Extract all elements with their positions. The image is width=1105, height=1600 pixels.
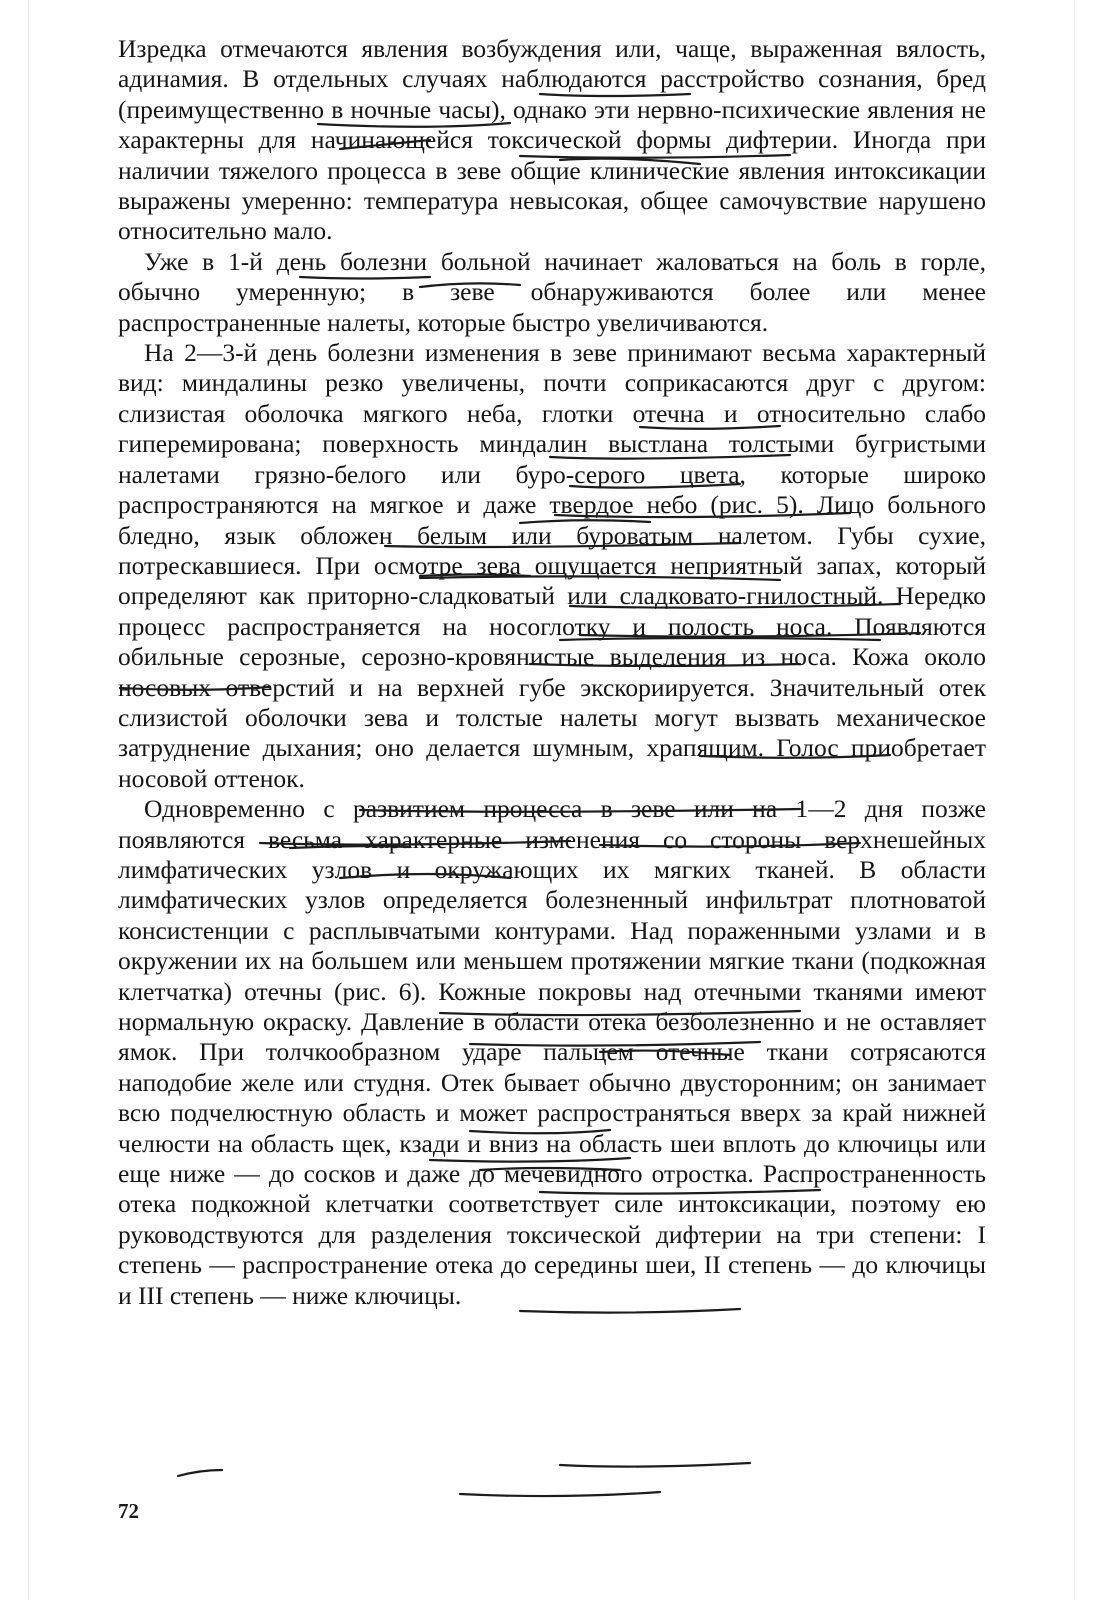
underline-mark <box>560 1463 750 1467</box>
page-number: 72 <box>118 1499 139 1523</box>
paragraph-1: Изредка отмечаются явления возбуждения или, чаще, выраженная вялость, адинамия. В отдельных случаях наблюдаются расстройство сознания, бред (преимущественно в ночные часы), однако эти нервно-психические явления не характерны для начинающейся токсической формы дифтерии. Иногда при наличии тяжелого процесса в зеве общие клинические явления интоксикации выражены умеренно: температура невысокая, общее самочувствие нарушено относительно мало. <box>118 34 986 246</box>
page-edge-right <box>1074 0 1075 1600</box>
paragraph-4: Одновременно с развитием процесса в зеве или на 1—2 дня позже появляются весьма характерные изменения со стороны верхнешейных лимфатических узлов и окружающих их мягких тканей. В области лимфатических узлов определяется болезненный инфильтрат плотноватой консистенции с расплывчатыми контурами. Над пораженными узлами и в окружении их на большем или меньшем протяжении мягкие ткани (подкожная клетчатка) отечны (рис. 6). Кожные покровы над отечными тканями имеют нормальную окраску. Давление в области отека безболезненно и не оставляет ямок. При толчкообразном ударе пальцем отечные ткани сотрясаются наподобие желе или студня. Отек бывает обычно двусторонним; он занимает всю подчелюстную область и может распространяться вверх за край нижней челюсти на область щек, кзади и вниз на область шеи вплоть до ключицы или еще ниже — до сосков и даже до мечевидного отростка. Распространенность отека подкожной клетчатки соответствует силе интоксикации, поэтому ею руководствуются для разделения токсической дифтерии на три степени: I степень — распространение отека до середины шеи, II степень — до ключицы и III степень — ниже ключицы. <box>118 794 986 1310</box>
paragraph-3: На 2—3-й день болезни изменения в зеве принимают весьма характерный вид: миндалины резко увеличены, почти соприкасаются друг с другом: слизистая оболочка мягкого неба, глотки отечна и относительно слабо гиперемирована; поверхность миндалин выстлана толстыми бугристыми налетами грязно-белого или буро-серого цвета, которые широко распространяются на мягкое и даже твердое небо (рис. 5). Лицо больного бледно, язык обложен белым или буроватым налетом. Губы сухие, потрескавшиеся. При осмотре зева ощущается неприятный запах, который определяют как приторно-сладковатый или сладковато-гнилостный. Нередко процесс распространяется на носоглотку и полость носа. Появляются обильные серозные, серозно-кровянистые выделения из носа. Кожа около носовых отверстий и на верхней губе экскориируется. Значительный отек слизистой оболочки зева и толстые налеты могут вызвать механическое затруднение дыхания; оно делается шумным, храпящим. Голос приобретает носовой оттенок. <box>118 338 986 793</box>
page-edge-left <box>28 0 29 1600</box>
underline-mark <box>460 1492 660 1496</box>
underline-mark <box>178 1470 222 1476</box>
paragraph-2: Уже в 1-й день болезни больной начинает жаловаться на боль в горле, обычно умеренную; в зеве обнаруживаются более или менее распространенные налеты, которые быстро увеличиваются. <box>118 246 986 337</box>
body-text <box>118 34 986 1311</box>
